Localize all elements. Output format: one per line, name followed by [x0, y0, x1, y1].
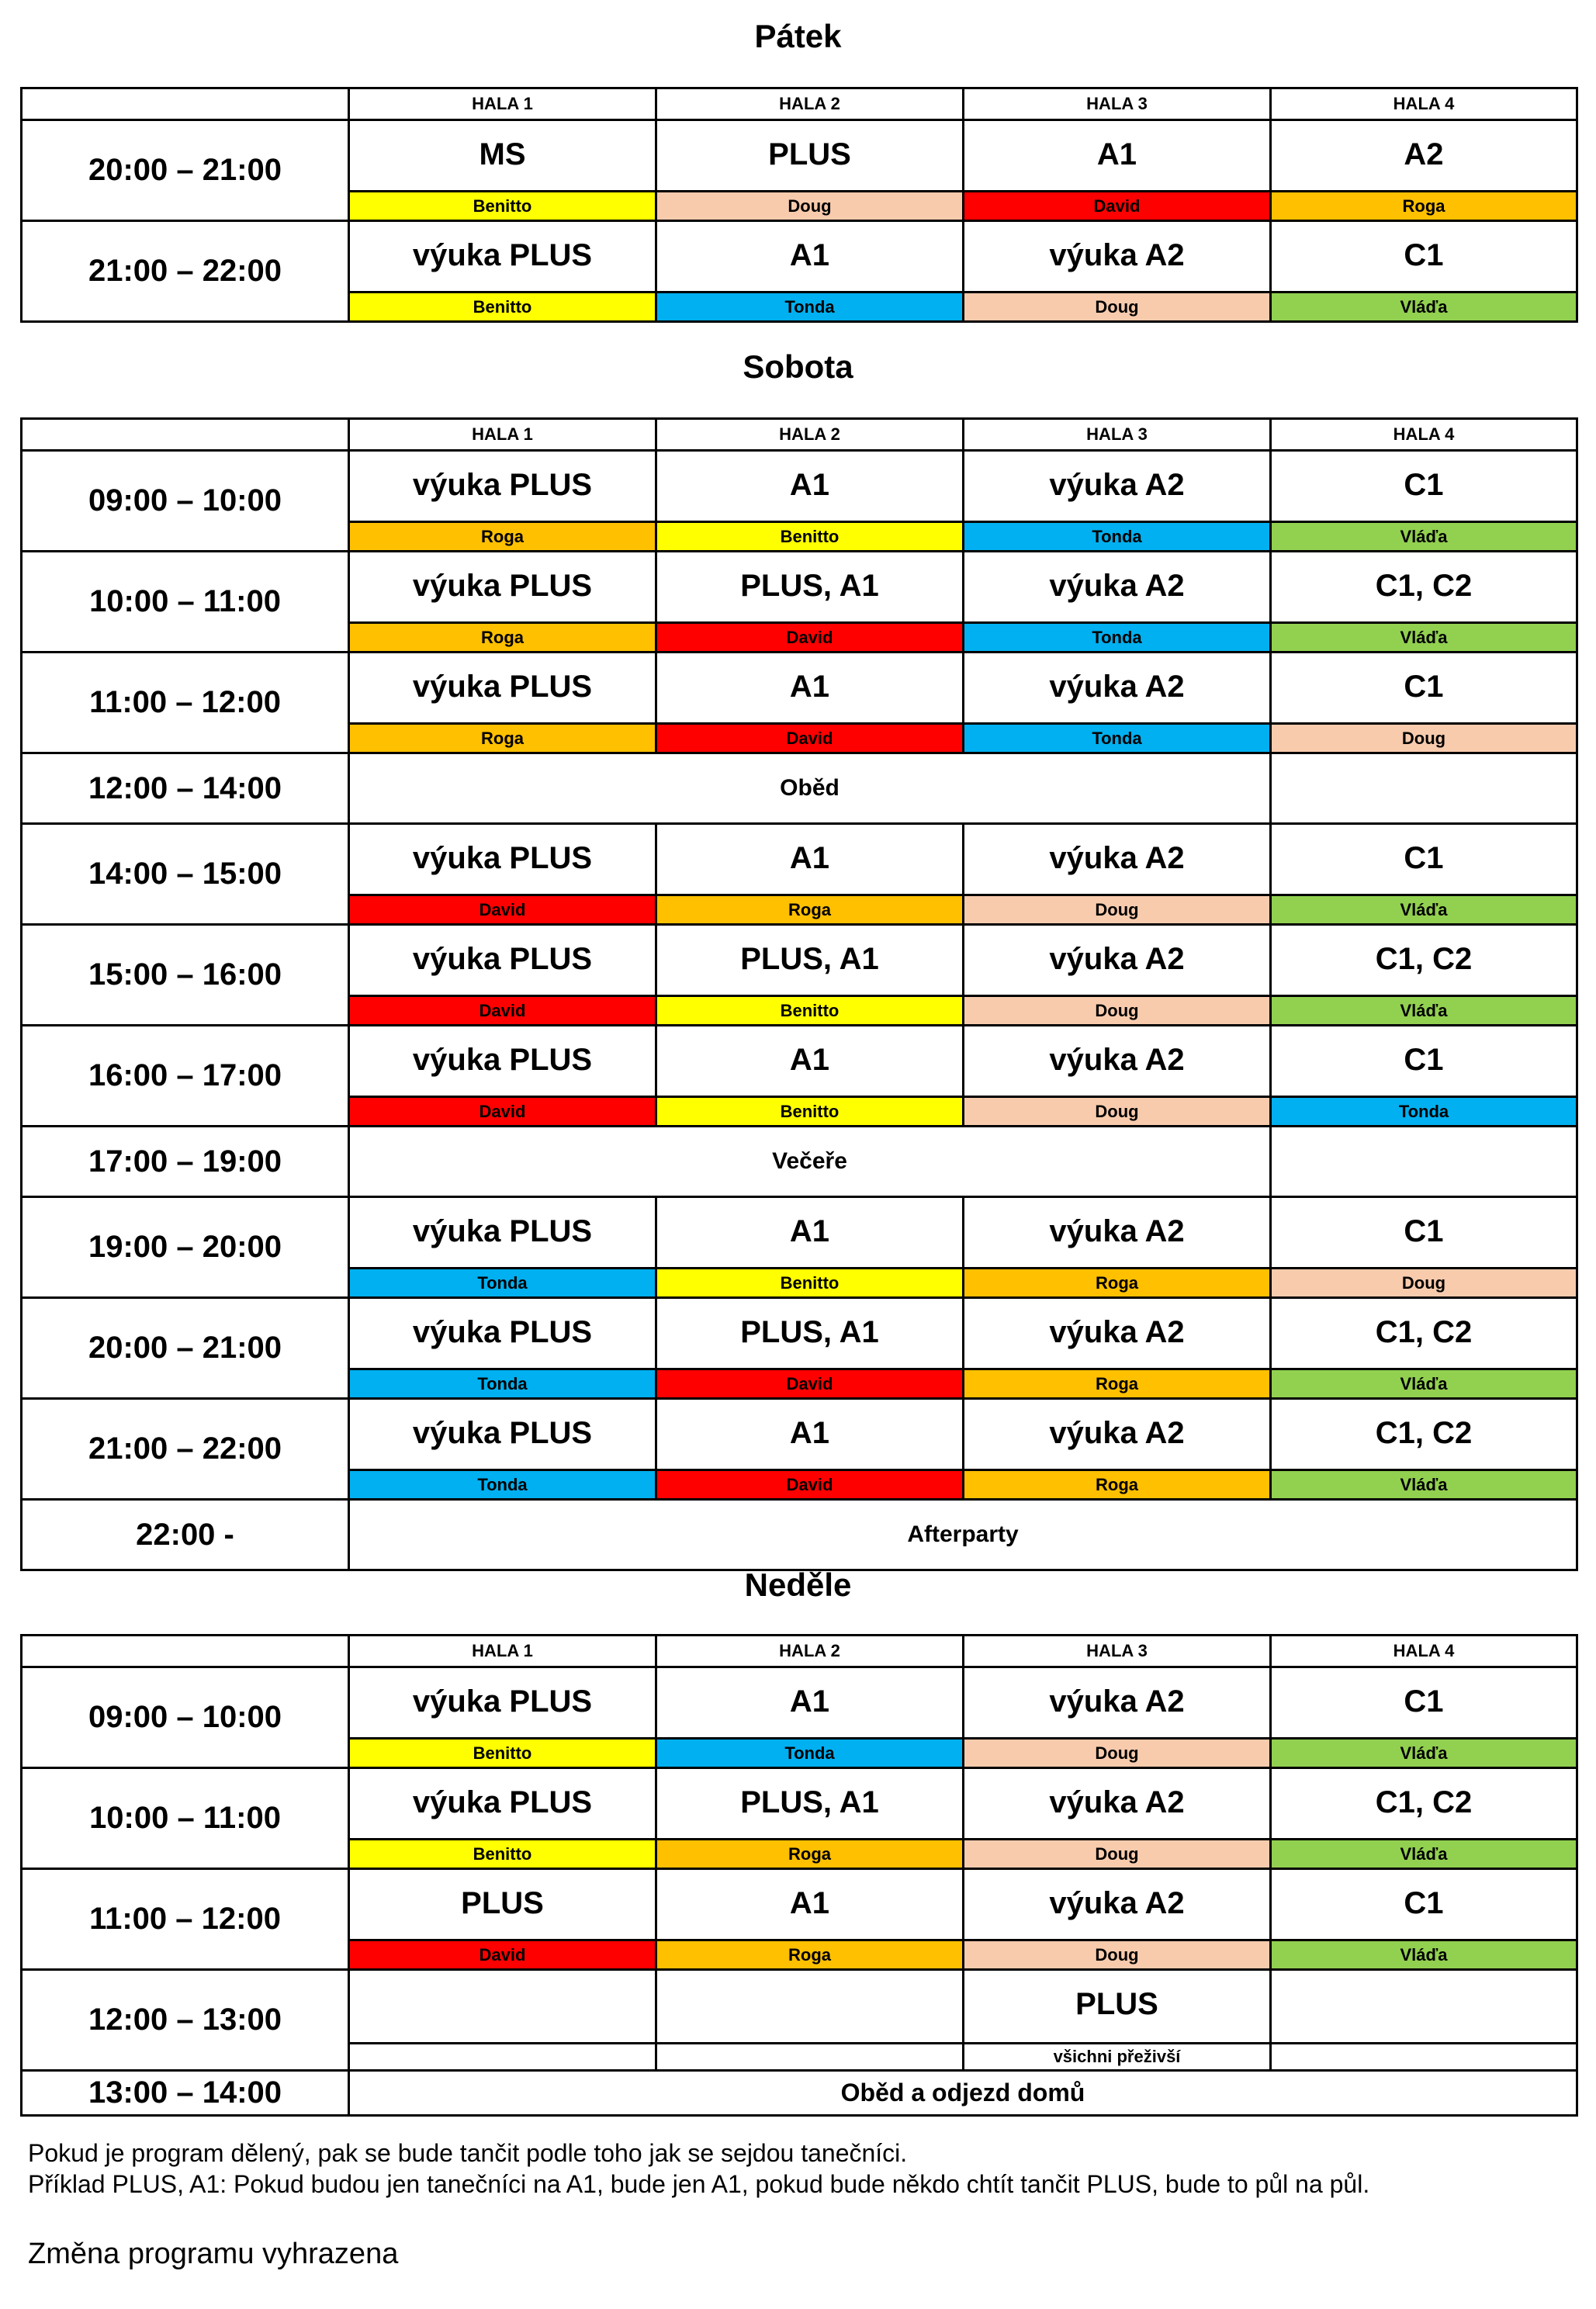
schedule-table-nedele	[20, 1634, 1578, 2117]
header-corner-cell	[22, 1636, 349, 1667]
program-label: A1	[1096, 137, 1137, 171]
program-label: A1	[789, 841, 830, 875]
program-label: C1	[1404, 468, 1444, 502]
hall-header-row	[22, 1636, 1577, 1667]
time-slot: 09:00 – 10:00	[22, 1667, 349, 1768]
program-label: PLUS	[461, 1886, 544, 1920]
schedule-row	[22, 653, 1577, 753]
schedule-row	[22, 824, 1577, 925]
session-cell-hala-3	[964, 1298, 1271, 1399]
session-cell-hala-4	[1271, 120, 1577, 221]
hall-header-1: HALA 1	[349, 419, 656, 451]
time-slot: 11:00 – 12:00	[22, 653, 349, 753]
teacher-bar: Vláďa	[1272, 621, 1576, 651]
session-cell-hala-3	[964, 1026, 1271, 1127]
program-label: výuka PLUS	[412, 1416, 593, 1450]
session-cell-hala-2	[656, 451, 964, 552]
day-title-nedele: Neděle	[744, 1566, 852, 1603]
session-cell-hala-2	[656, 925, 964, 1026]
time-slot: 10:00 – 11:00	[22, 552, 349, 653]
teacher-bar: Roga	[964, 1267, 1269, 1296]
program-label: C1	[1404, 841, 1444, 875]
time-slot: 12:00 – 14:00	[22, 753, 349, 824]
session-cell-hala-4	[1271, 1869, 1577, 1970]
schedule-row	[22, 2071, 1577, 2116]
teacher-bar: Doug	[964, 894, 1269, 923]
program-label: výuka A2	[1049, 1684, 1185, 1719]
hall-header-row	[22, 419, 1577, 451]
teacher-bar: Roga	[350, 521, 655, 550]
teacher-bar: Doug	[964, 1737, 1269, 1767]
teacher-bar: Doug	[1272, 1267, 1576, 1296]
teacher-bar: Vláďa	[1272, 1469, 1576, 1498]
session-cell-hala-4	[1271, 1026, 1577, 1127]
note-line-3: Změna programu vyhrazena	[28, 2238, 399, 2270]
break-cell: Oběd a odjezd domů	[349, 2071, 1577, 2116]
teacher-bar: Roga	[964, 1368, 1269, 1397]
session-cell-hala-3	[964, 653, 1271, 753]
teacher-bar: Tonda	[964, 521, 1269, 550]
program-label: výuka A2	[1049, 841, 1185, 875]
program-label: PLUS	[768, 137, 851, 171]
session-cell-hala-2	[656, 552, 964, 653]
program-label: výuka PLUS	[412, 670, 593, 704]
program-label: C1, C2	[1375, 569, 1473, 603]
note-line-1: Pokud je program dělený, pak se bude tančit podle toho jak se sejdou tanečníci.	[28, 2139, 908, 2167]
session-cell-hala-1	[349, 824, 656, 925]
program-label: výuka PLUS	[412, 942, 593, 976]
program-label	[350, 1971, 655, 2042]
session-cell-hala-4	[1271, 221, 1577, 322]
program-label: PLUS, A1	[740, 1315, 879, 1349]
session-cell-hala-2	[656, 120, 964, 221]
session-cell-hala-4	[1271, 1298, 1577, 1399]
hall-header-1: HALA 1	[349, 1636, 656, 1667]
program-label: výuka PLUS	[412, 238, 593, 272]
program-label: C1	[1404, 1214, 1444, 1248]
program-label: C1, C2	[1375, 1315, 1473, 1349]
teacher-bar	[657, 2042, 962, 2069]
break-cell: Afterparty	[349, 1500, 1577, 1570]
time-slot: 17:00 – 19:00	[22, 1127, 349, 1197]
hall-header-3: HALA 3	[964, 1636, 1271, 1667]
teacher-bar: Vláďa	[1272, 1838, 1576, 1868]
teacher-bar: Roga	[964, 1469, 1269, 1498]
program-label: A1	[789, 1043, 830, 1077]
session-cell-hala-4	[1271, 1970, 1577, 2071]
teacher-bar: Doug	[1272, 722, 1576, 752]
session-cell-hala-2	[656, 1197, 964, 1298]
hall-header-4: HALA 4	[1271, 1636, 1577, 1667]
header-corner-cell	[22, 419, 349, 451]
teacher-bar: Vláďa	[1272, 1368, 1576, 1397]
teacher-bar: David	[657, 1368, 962, 1397]
day-title-sobota: Sobota	[743, 348, 853, 385]
program-label: výuka A2	[1049, 1043, 1185, 1077]
teacher-bar: Benitto	[657, 1096, 962, 1125]
empty-cell	[1271, 1127, 1577, 1197]
session-cell-hala-1	[349, 1869, 656, 1970]
session-cell-hala-1	[349, 653, 656, 753]
session-cell-hala-3	[964, 1197, 1271, 1298]
time-slot: 11:00 – 12:00	[22, 1869, 349, 1970]
session-cell-hala-1	[349, 925, 656, 1026]
session-cell-hala-3	[964, 1768, 1271, 1869]
program-label: PLUS, A1	[740, 942, 879, 976]
teacher-bar	[350, 2042, 655, 2069]
teacher-bar: Vláďa	[1272, 521, 1576, 550]
program-label: C1, C2	[1375, 942, 1473, 976]
program-label: C1	[1404, 1684, 1444, 1719]
session-cell-hala-1	[349, 1399, 656, 1500]
teacher-bar: Benitto	[657, 521, 962, 550]
teacher-bar: Vláďa	[1272, 995, 1576, 1024]
teacher-bar: Benitto	[657, 995, 962, 1024]
teacher-bar: Tonda	[350, 1469, 655, 1498]
session-cell-hala-3	[964, 120, 1271, 221]
teacher-bar: Vláďa	[1272, 1737, 1576, 1767]
session-cell-hala-4	[1271, 824, 1577, 925]
session-cell-hala-1	[349, 221, 656, 322]
session-cell-hala-1	[349, 552, 656, 653]
teacher-bar: David	[964, 190, 1269, 220]
time-slot: 20:00 – 21:00	[22, 120, 349, 221]
teacher-bar: Tonda	[1272, 1096, 1576, 1125]
session-cell-hala-4	[1271, 1197, 1577, 1298]
session-cell-hala-4	[1271, 451, 1577, 552]
program-label: PLUS, A1	[740, 569, 879, 603]
program-label: C1	[1404, 238, 1444, 272]
session-cell-hala-3	[964, 221, 1271, 322]
session-cell-hala-2	[656, 1970, 964, 2071]
teacher-bar: David	[350, 894, 655, 923]
teacher-bar: Roga	[350, 621, 655, 651]
empty-cell	[1271, 753, 1577, 824]
teacher-bar: Doug	[657, 190, 962, 220]
session-cell-hala-3	[964, 1869, 1271, 1970]
program-label: výuka PLUS	[412, 1785, 593, 1819]
program-label: výuka PLUS	[412, 1043, 593, 1077]
schedule-row	[22, 451, 1577, 552]
teacher-bar: Benitto	[350, 1737, 655, 1767]
teacher-bar: Doug	[964, 1838, 1269, 1868]
session-cell-hala-4	[1271, 552, 1577, 653]
schedule-row	[22, 753, 1577, 824]
time-slot: 16:00 – 17:00	[22, 1026, 349, 1127]
program-label: A1	[789, 670, 830, 704]
teacher-bar: Benitto	[350, 190, 655, 220]
session-cell-hala-1	[349, 1667, 656, 1768]
session-cell-hala-3	[964, 451, 1271, 552]
program-label: výuka PLUS	[412, 569, 593, 603]
schedule-row	[22, 1768, 1577, 1869]
session-cell-hala-1	[349, 1970, 656, 2071]
schedule-row	[22, 1500, 1577, 1570]
session-cell-hala-2	[656, 824, 964, 925]
program-label: PLUS, A1	[740, 1785, 879, 1819]
program-label	[657, 1971, 962, 2042]
session-cell-hala-1	[349, 120, 656, 221]
teacher-bar: všichni přeživší	[964, 2042, 1269, 2069]
teacher-bar: Tonda	[657, 1737, 962, 1767]
teacher-bar: David	[657, 722, 962, 752]
program-label: výuka PLUS	[412, 1684, 593, 1719]
schedule-row	[22, 552, 1577, 653]
hall-header-4: HALA 4	[1271, 88, 1577, 120]
teacher-bar: Tonda	[964, 722, 1269, 752]
teacher-bar: Roga	[657, 1838, 962, 1868]
session-cell-hala-4	[1271, 653, 1577, 753]
session-cell-hala-1	[349, 1026, 656, 1127]
teacher-bar: Vláďa	[1272, 291, 1576, 320]
session-cell-hala-2	[656, 1869, 964, 1970]
schedule-table-sobota	[20, 417, 1578, 1571]
session-cell-hala-2	[656, 653, 964, 753]
program-label: C1, C2	[1375, 1785, 1473, 1819]
note-line-2: Příklad PLUS, A1: Pokud budou jen tanečníci na A1, bude jen A1, pokud bude někdo chtít tančit PLUS, bude to půl na půl.	[28, 2170, 1370, 2198]
time-slot: 10:00 – 11:00	[22, 1768, 349, 1869]
hall-header-2: HALA 2	[656, 88, 964, 120]
teacher-bar: David	[350, 1096, 655, 1125]
session-cell-hala-4	[1271, 1768, 1577, 1869]
session-cell-hala-1	[349, 1768, 656, 1869]
session-cell-hala-2	[656, 1768, 964, 1869]
teacher-bar: Vláďa	[1272, 1939, 1576, 1968]
schedule-row	[22, 1869, 1577, 1970]
schedule-row	[22, 1399, 1577, 1500]
program-label: výuka PLUS	[412, 1315, 593, 1349]
program-label: C1	[1404, 1043, 1444, 1077]
teacher-bar: David	[350, 995, 655, 1024]
teacher-bar: Roga	[1272, 190, 1576, 220]
session-cell-hala-3	[964, 824, 1271, 925]
session-cell-hala-2	[656, 221, 964, 322]
time-slot: 20:00 – 21:00	[22, 1298, 349, 1399]
program-label: C1	[1404, 1886, 1444, 1920]
header-corner-cell	[22, 88, 349, 120]
program-label: A1	[789, 238, 830, 272]
schedule-row	[22, 1970, 1577, 2071]
teacher-bar: Roga	[350, 722, 655, 752]
day-title-patek: Pátek	[754, 18, 842, 54]
schedule-row	[22, 925, 1577, 1026]
teacher-bar: David	[657, 1469, 962, 1498]
schedule-row	[22, 1197, 1577, 1298]
hall-header-2: HALA 2	[656, 1636, 964, 1667]
session-cell-hala-1	[349, 451, 656, 552]
teacher-bar: Doug	[964, 995, 1269, 1024]
teacher-bar: Roga	[657, 1939, 962, 1968]
hall-header-4: HALA 4	[1271, 419, 1577, 451]
session-cell-hala-3	[964, 1667, 1271, 1768]
break-cell: Oběd	[349, 753, 1271, 824]
program-label: výuka A2	[1049, 942, 1185, 976]
teacher-bar: Tonda	[350, 1267, 655, 1296]
program-label: A1	[789, 468, 830, 502]
teacher-bar: Doug	[964, 1096, 1269, 1125]
program-label: výuka A2	[1049, 238, 1185, 272]
program-label: C1	[1404, 670, 1444, 704]
program-label: výuka A2	[1049, 1315, 1185, 1349]
session-cell-hala-3	[964, 552, 1271, 653]
program-label: MS	[479, 137, 526, 171]
teacher-bar: Tonda	[964, 621, 1269, 651]
session-cell-hala-1	[349, 1197, 656, 1298]
time-slot: 09:00 – 10:00	[22, 451, 349, 552]
teacher-bar: Benitto	[350, 291, 655, 320]
session-cell-hala-3	[964, 925, 1271, 1026]
teacher-bar: David	[350, 1939, 655, 1968]
session-cell-hala-2	[656, 1298, 964, 1399]
program-label: výuka A2	[1049, 1214, 1185, 1248]
time-slot: 19:00 – 20:00	[22, 1197, 349, 1298]
hall-header-2: HALA 2	[656, 419, 964, 451]
teacher-bar: Tonda	[350, 1368, 655, 1397]
time-slot: 21:00 – 22:00	[22, 1399, 349, 1500]
session-cell-hala-2	[656, 1026, 964, 1127]
teacher-bar: Doug	[964, 1939, 1269, 1968]
program-label: A1	[789, 1214, 830, 1248]
hall-header-3: HALA 3	[964, 88, 1271, 120]
session-cell-hala-1	[349, 1298, 656, 1399]
program-label: A1	[789, 1886, 830, 1920]
program-label: C1, C2	[1375, 1416, 1473, 1450]
schedule-row	[22, 1127, 1577, 1197]
time-slot: 14:00 – 15:00	[22, 824, 349, 925]
teacher-bar: Benitto	[657, 1267, 962, 1296]
teacher-bar: Doug	[964, 291, 1269, 320]
schedule-row	[22, 1667, 1577, 1768]
hall-header-1: HALA 1	[349, 88, 656, 120]
schedule-row	[22, 221, 1577, 322]
schedule-row	[22, 1026, 1577, 1127]
schedule-row	[22, 120, 1577, 221]
program-label: A1	[789, 1684, 830, 1719]
hall-header-row	[22, 88, 1577, 120]
program-label: výuka PLUS	[412, 468, 593, 502]
time-slot: 22:00 -	[22, 1500, 349, 1570]
teacher-bar: Benitto	[350, 1838, 655, 1868]
time-slot: 12:00 – 13:00	[22, 1970, 349, 2071]
schedule-row	[22, 1298, 1577, 1399]
program-label: výuka A2	[1049, 1886, 1185, 1920]
program-label: A1	[789, 1416, 830, 1450]
program-label: výuka PLUS	[412, 841, 593, 875]
session-cell-hala-2	[656, 1399, 964, 1500]
time-slot: 21:00 – 22:00	[22, 221, 349, 322]
session-cell-hala-4	[1271, 925, 1577, 1026]
program-label: výuka PLUS	[412, 1214, 593, 1248]
program-label: výuka A2	[1049, 569, 1185, 603]
program-label: výuka A2	[1049, 1785, 1185, 1819]
break-cell: Večeře	[349, 1127, 1271, 1197]
hall-header-3: HALA 3	[964, 419, 1271, 451]
teacher-bar: Tonda	[657, 291, 962, 320]
session-cell-hala-2	[656, 1667, 964, 1768]
teacher-bar: Roga	[657, 894, 962, 923]
teacher-bar	[1272, 2042, 1576, 2069]
schedule-table-patek	[20, 87, 1578, 323]
teacher-bar: Vláďa	[1272, 894, 1576, 923]
session-cell-hala-4	[1271, 1399, 1577, 1500]
time-slot: 15:00 – 16:00	[22, 925, 349, 1026]
session-cell-hala-4	[1271, 1667, 1577, 1768]
session-cell-hala-3	[964, 1399, 1271, 1500]
program-label: výuka A2	[1049, 468, 1185, 502]
program-label	[1272, 1971, 1576, 2042]
teacher-bar: David	[657, 621, 962, 651]
session-cell-hala-3	[964, 1970, 1271, 2071]
program-label: PLUS	[1075, 1987, 1158, 2021]
time-slot: 13:00 – 14:00	[22, 2071, 349, 2116]
program-label: A2	[1404, 137, 1444, 171]
program-label: výuka A2	[1049, 670, 1185, 704]
program-label: výuka A2	[1049, 1416, 1185, 1450]
